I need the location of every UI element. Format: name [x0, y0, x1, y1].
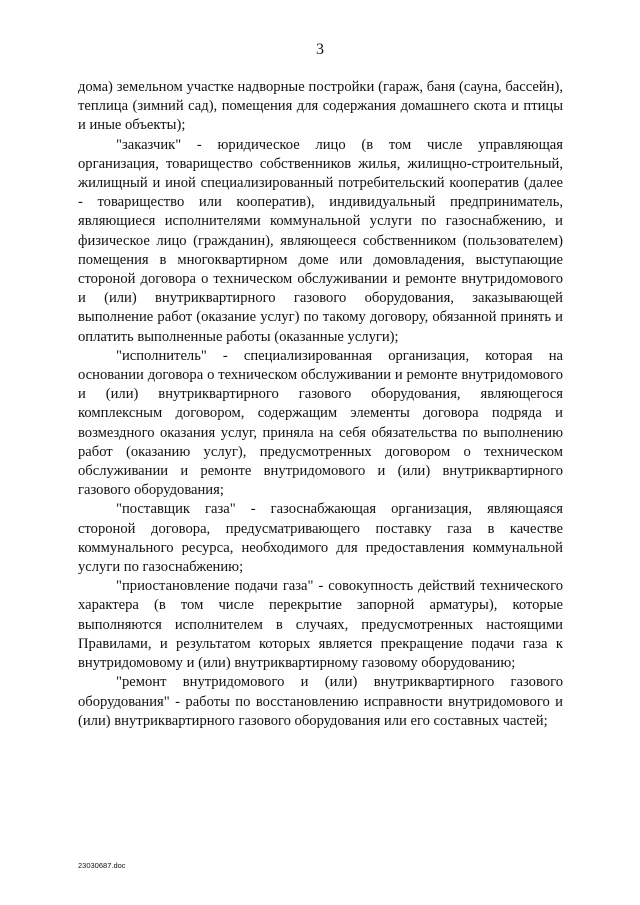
paragraph-definition-customer: "заказчик" - юридическое лицо (в том числе управляющая организация, товарищество собственников жилья, жилищно-строительный, жилищный и иной специализированный потребительский кооператив (далее - товарищество или кооператив), индивидуальный предприниматель, являющиеся исполнителями коммунальной услуги по газоснабжению, и физическое лицо (гражданин), являющееся собственником (пользователем) помещения в многоквартирном доме или домовладения, выступающие стороной договора о техническом обслуживании и ремонте внутридомового и (или) внутриквартирного газового оборудования, заказывающей выполнение работ (оказание услуг) по такому договору, обязанной принять и оплатить выполненные работы (оказанные услуги); — [78, 136, 563, 345]
page-number: 3 — [316, 41, 324, 58]
paragraph-continuation: дома) земельном участке надворные постройки (гараж, баня (сауна, бассейн), теплица (зимний сад), помещения для содержания домашнего скота и птицы и иные объекты); — [78, 79, 563, 134]
paragraph-definition-contractor: "исполнитель" - специализированная организация, которая на основании договора о техническом обслуживании и ремонте внутридомового и (или) внутриквартирного газового оборудования, являющегося комплексным договором, содержащим элементы договора подряда и возмездного оказания услуг, приняла на себя обязательства по выполнению работ (оказанию услуг), предусмотренных договором о техническом обслуживании и ремонте внутридомового и (или) внутриквартирного газового оборудования; — [78, 347, 563, 499]
footer-document-code: 23030687.doc — [78, 861, 126, 870]
paragraph-definition-gas-supplier: "поставщик газа" - газоснабжающая организация, являющаяся стороной договора, предусматривающего поставку газа в качестве коммунального ресурса, необходимого для предоставления коммунальной услуги по газоснабжению; — [78, 501, 563, 576]
paragraph-definition-gas-suspension: "приостановление подачи газа" - совокупность действий технического характера (в том числе перекрытие запорной арматуры), которые выполняются исполнителем в случаях, предусмотренных настоящими Правилами, и результатом которых является прекращение подачи газа к внутридомовому и (или) внутриквартирному газовому оборудованию; — [78, 578, 563, 672]
paragraph-definition-equipment-repair: "ремонт внутридомового и (или) внутриквартирного газового оборудования" - работы по восстановлению исправности внутридомового и (или) внутриквартирного газового оборудования или его составных частей; — [78, 674, 563, 729]
document-body — [78, 78, 563, 731]
